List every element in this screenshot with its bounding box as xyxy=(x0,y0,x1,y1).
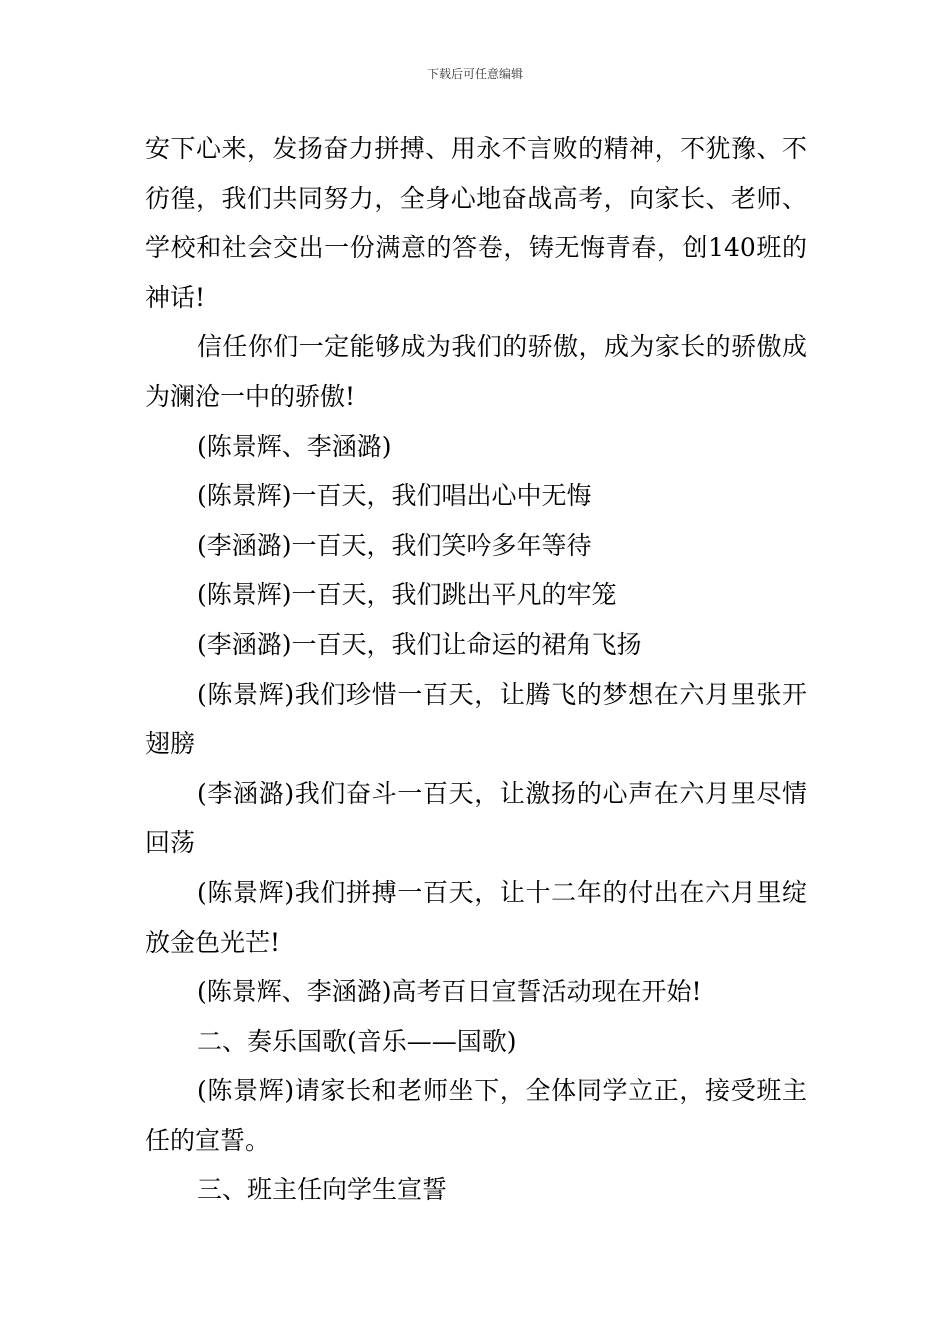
paragraph: (李涵潞)一百天，我们笑吟多年等待 xyxy=(197,530,592,560)
paragraph: (陈景辉)一百天，我们唱出心中无悔 xyxy=(197,481,592,511)
document-body xyxy=(145,124,807,1215)
section-heading: 二、奏乐国歌(音乐——国歌) xyxy=(197,1026,517,1056)
paragraph: (陈景辉)一百天，我们跳出平凡的牢笼 xyxy=(197,580,617,610)
paragraph: (李涵潞)一百天，我们让命运的裙角飞扬 xyxy=(197,629,642,659)
paragraph: (陈景辉、李涵潞) xyxy=(197,431,392,461)
paragraph: (陈景辉、李涵潞)高考百日宣誓活动现在开始! xyxy=(197,977,702,1007)
paragraph: (李涵潞)我们奋斗一百天，让激扬的心声在六月里尽情回荡 xyxy=(145,778,807,858)
paragraph: (陈景辉)我们拼搏一百天，让十二年的付出在六月里绽放金色光芒! xyxy=(145,877,807,957)
paragraph: 信任你们一定能够成为我们的骄傲，成为家长的骄傲成为澜沧一中的骄傲! xyxy=(145,332,807,411)
paragraph: 安下心来，发扬奋力拼搏、用永不言败的精神，不犹豫、不彷徨，我们共同努力，全身心地奋战高考，向家长、老师、学校和社会交出一份满意的答卷，铸无悔青春，创140班的神话! xyxy=(145,134,807,312)
section-heading: 三、班主任向学生宣誓 xyxy=(197,1175,448,1205)
page-header: 下载后可任意编辑 xyxy=(426,67,523,81)
paragraph: (陈景辉)我们珍惜一百天，让腾飞的梦想在六月里张开翅膀 xyxy=(145,679,807,759)
paragraph: (陈景辉)请家长和老师坐下，全体同学立正，接受班主任的宣誓。 xyxy=(145,1076,807,1155)
